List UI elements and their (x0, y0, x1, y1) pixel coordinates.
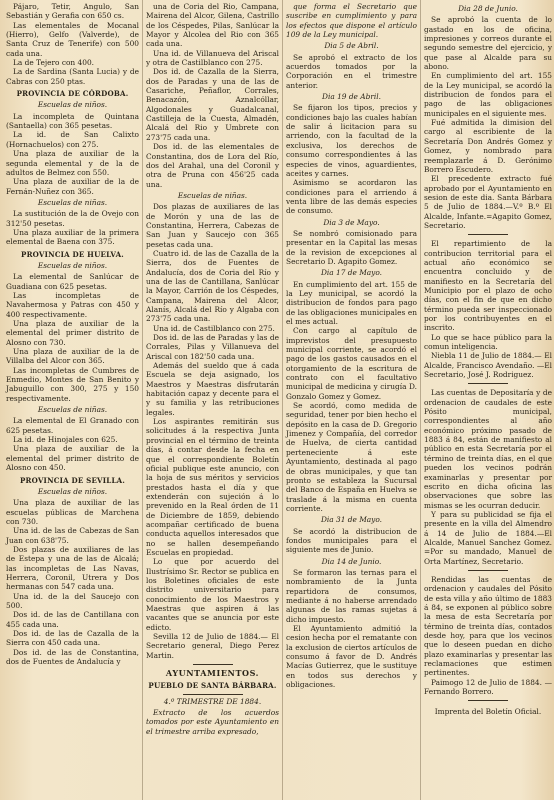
separator-rule (183, 694, 243, 695)
paragraph: Dos plazas de auxiliares de las de Morón y una de las de Constantina, Herrera, Cabezas de San Juan y Saucejo con 365 pesetas cada una. (146, 202, 279, 249)
paragraph: La de Sardina (Santa Lucia) y de Cabras con 250 ptas. (6, 67, 139, 86)
subheading: Escuelas de niñas. (37, 197, 108, 207)
paragraph: Lo que por acuerdo del Ilustrísimo Sr. Rector se publica en los Boletines oficiales de este distrito universitario para conocimiento de los Maestros y Maestras que aspiren á las vacantes que se anuncia por este edicto. (146, 557, 279, 632)
paragraph: Niebla 11 de Julio de 1884.— El Alcalde, Francisco Avendaño. —El Secretario, José J. Rodriguez. (424, 351, 552, 380)
paragraph: Las cuentas de Depositaría y de ordenacion de caudales de este Pósito municipal, correspondientes al año económico próximo pasado de 1883 á 84, están de manifiesto al público en esta Secretaría por el término de treinta días, en el que pueden los vecinos podrán examinarlas y presentar por escrito en dicha oficina las observaciones que sobre las mismas se les ocurran deducir. (424, 388, 552, 510)
paragraph: Dos id. de las de Paradas y las de Corrales, Pilas y Villanueva del Ariscal con 182'50 cada una. (146, 333, 279, 361)
paragraph: Además del sueldo que á cada Escuela se deja asignado, los Maestros y Maestras disfrutarán habitación capaz y decente para el y su familia y las retribuciones legales. (146, 361, 279, 417)
paragraph: Una id. de Villanueva del Ariscal y otra de Castilblanco con 275. (146, 48, 279, 68)
column-4 (424, 2, 552, 719)
subheading: Dia 14 de Junio. (321, 556, 382, 566)
subheading: Escuelas de niños. (37, 260, 108, 270)
paragraph: Una id. de la del Saucejo con 500. (6, 591, 139, 610)
subheading: Dia 3 de Mayo. (323, 217, 380, 227)
paragraph: Se formaron las ternas para el nombramiento de la Junta repartidora de consumos, mediante á no haberse arrendado algunas de las ramas sujetas á dicho impuesto. (286, 567, 417, 624)
paragraph: Sevilla 12 de Julio de 1884.— El Secretario general, Diego Perez Martin. (146, 632, 279, 660)
subheading: 4.º TRIMESTRE DE 1884. (163, 696, 262, 706)
paragraph: La id. de San Calixto (Hornachuelos) con 275. (6, 130, 139, 149)
paragraph: La id. de Hinojales con 625. (13, 435, 118, 445)
paragraph: Se nombró comisionado para presentar en la Capital las mesas de la revision de excepciones al Secretario D. Agapito Gomez. (286, 228, 417, 266)
section-heading: PROVINCIA DE HUELVA. (21, 249, 124, 259)
paragraph: La elemental de El Granado con 625 pesetas. (6, 416, 139, 435)
paragraph: Una plaza de auxiliar de las escuelas públicas de Marchena con 730. (6, 498, 139, 526)
italic-paragraph: Extracto de los acuerdos tomados por este Ayuntamiento en el trimestre arriba expresado, (146, 708, 279, 736)
paragraph: Dos id. de las elementales de Constantina, dos de Lora del Río, dos del Arahal, una del Coronil y otra de Pruna con 456'25 cada una. (146, 142, 279, 189)
paragraph: Dos id. de las de Cantillana con 455 cada una. (6, 610, 139, 629)
paragraph: Pájaro, Tetir, Angulo, San Sebastián y Gerafia con 650 cs. (6, 2, 139, 21)
subheading: Dia 17 de Mayo. (320, 268, 383, 278)
paragraph: Dos id. de las de Cazalla de la Sierra con 450 cada una. (6, 629, 139, 648)
column-rule-2 (282, 0, 283, 800)
column-rule-1 (142, 0, 143, 800)
paragraph: La elemental de Sanlúcar de Guadiana con 625 pesetas. (6, 272, 139, 291)
separator-rule (468, 234, 508, 235)
paragraph: Paimogo 12 de Julio de 1884. —Fernando Borrero. (424, 677, 552, 697)
subheading: Escuelas de niños. (37, 100, 108, 110)
paragraph: Se aprobó el extracto de los acuerdos tomados por la Corporación en el trimestre anterior. (286, 52, 417, 90)
paragraph: Se fijaron los tipos, precios y condiciones bajo las cuales habían de salir á licitacion para su arriendo, con la facultad de la exclusiva, los derechos de consumo correspondientes á las especies de vinos, aguardientes, aceites y carnes. (286, 103, 417, 178)
paragraph: Se acordó la distribucion de fondos municipales para el siguiente mes de Junio. (286, 526, 417, 555)
paragraph: Una plaza de auxiliar de la elemental del primer distrito de Alosno con 450. (6, 444, 139, 473)
paragraph: Una id. de las de Cabezas de San Juan con 638'75. (6, 526, 139, 545)
section-heading: PUEBLO DE SANTA BÁRBARA. (148, 681, 277, 691)
paragraph: En cumplimiento del art. 155 de la Ley municipal, se acordó la distribucion de fondos para el pago de las obligaciones municipales en el siguiente mes. (424, 71, 552, 118)
main-heading: AYUNTAMIENTOS. (165, 668, 260, 679)
italic-paragraph: que forma el Secretario que suscribe en cumplimiento y para los efectos que dispone el artículo 109 de la Ley municipal. (286, 2, 417, 40)
paragraph: El repartimiento de la contribucion territorial para el actual año económico se encuentra concluido y de manifiesto en la Secretaría del Municipio por el plazo de ocho días, con el fin de que en dicho término pueda ser inspeccionado por los contribuyentes en el inscrito. (424, 239, 552, 333)
paragraph: Una plaza de auxiliar de la de Fernán-Nuñez con 365. (6, 177, 139, 196)
paragraph: Una plaza de auxiliar de la de Villalba del Alcor con 365. (6, 347, 139, 366)
paragraph: Una plaza de auxiliar de la segunda elemental y de la de adultos de Belmez con 550. (6, 149, 139, 177)
section-heading: PROVINCIA DE SEVILLA. (19, 475, 126, 485)
paragraph: Con cargo al capítulo de imprevistos del presupuesto municipal corriente, se acordó el pago de los gastos causados en el otorgamiento de la escritura de contrato con el facultativo municipal de medicina y cirugía D. Gonzalo Gomez y Gomez. (286, 326, 417, 401)
paragraph: Las elementales de Mocanal (Hierro), Gelfo (Valverde), de Santa Cruz de Tenerife) con 500 cada una. (6, 20, 139, 58)
paragraph: Dos id. de Cazalla de la Sierra, dos de Paradas y una de las de Casariche, Peñaflor, Corrales, Benacazón, Aznalcóllar, Algodonales y Guadalcanal, Castilleja de la Cuesta, Almadén, Alcalá del Rio y Umbrete con 273'75 cada una. (146, 67, 279, 142)
paragraph: Dos plazas de auxiliares de las de Estepa y una de las de Alcalá; las incompletas de Las Navas, Herrera, Coronil, Utrera y Dos hermanas con 547 cada una. (6, 544, 139, 592)
paragraph: En cumplimiento del art. 155 de la Ley municipal, se acordó la distribucion de fondos para pago de las obligaciones municipales en el mes actual. (286, 279, 417, 326)
column-1 (6, 2, 139, 666)
subheading: Dia 5 de Abril. (324, 41, 379, 51)
subheading: Escuelas de niñas. (177, 190, 248, 200)
separator-rule (468, 383, 508, 384)
section-heading: PROVINCIA DE CÓRDOBA. (16, 89, 129, 99)
paragraph: Dos id. de las de Constantina, dos de Fuentes de Andalucía y (6, 647, 139, 667)
paragraph: Lo que se hace público para la comun inteligencia. (424, 332, 552, 352)
paragraph: El Ayuntamiento admitió la cesion hecha por el rematante con la exclusion de ciertos artículos de consumo á favor de D. Andrés Macías Gutierrez, que le sustituye en todos sus derechos y obligaciones. (286, 624, 417, 690)
paragraph: Una plaza de auxiliar de la elemental del primer distrito de Alosno con 730. (6, 319, 139, 347)
paragraph: una de Coria del Rio, Campana, Mairena del Alcor, Gilena, Castrillo de los Céspedes, Pilas, Sanlúcar la Mayor y Alcolea del Rio con 365 cada una. (146, 2, 279, 49)
subheading: Escuelas de niñas. (37, 405, 108, 415)
column-3 (286, 2, 417, 689)
paragraph: La de Tejero con 400. (13, 58, 94, 68)
paragraph: Una id. de Castilblanco con 275. (153, 323, 275, 333)
column-rule-3 (420, 0, 421, 800)
column-2 (146, 2, 279, 736)
paragraph: Los aspirantes remitirán sus solicitudes á la respectiva Junta provincial en el término de treinta días, á contar desde la fecha en que el correspondiente Boletín oficial publique este anuncio, con la hoja de sus méritos y servicios prestados hasta el día y que extenderán con sujeción á lo prevenido en la Real órden de 11 de Diciembre de 1859, debiendo acompañar certificado de buena conducta aquellos interesados que no se hallen desempeñando Escuelas en propiedad. (146, 417, 279, 557)
paragraph: Rendidas las cuentas de ordenacion y caudales del Pósito de esta villa y año último de 1883 á 84, se exponen al público sobre la mesa de esta Secretaría por término de treinta días, contados desde hoy, para que los vecinos que lo deseen puedan en dicho plazo examinarlas y presentar las reclamaciones que estimen pertinentes. (424, 574, 552, 678)
subheading: Dia 19 de Abril. (322, 92, 381, 102)
paragraph: Las incompletas de Cumbres de Enmedio, Montes de San Benito y Jabuguillo con 300, 275 y 150 respectivamente. (6, 365, 139, 403)
subheading: Escuelas de niños. (37, 486, 108, 496)
subheading: Dia 31 de Mayo. (320, 515, 383, 525)
separator-rule (468, 570, 508, 571)
paragraph: Asimismo se acordaron las condiciones para el arriendo á venta libre de las demás especies de consumo. (286, 178, 417, 216)
paragraph: Una plaza auxiliar de la primera elemental de Baena con 375. (6, 227, 139, 247)
paragraph: La sustitución de la de Ovejo con 312'50 pesetas. (6, 209, 139, 228)
imprint-line: Imprenta del Boletín Oficial. (434, 707, 542, 717)
paragraph: Cuatro id. de las de Cazalla de la Sierra, dos de Fuentes de Andalucía, dos de Coria del Río y una de las de Cantillana, Sanlúcar la Mayor, Carrión de los Céspedes, Campana, Mairena del Alcor, Alanís, Alcalá del Río y Algaba con 273'75 cada una. (146, 248, 279, 324)
separator-rule (468, 700, 508, 701)
paragraph: El precedente extracto fué aprobado por el Ayuntamiento en sesion de este dia. Santa Bárbara 5 de Julio de 1884.—V.º B.º El Alcalde, Infante.=Agapito Gomez, Secretario. (424, 174, 552, 230)
paragraph: Fué admitida la dimision del cargo al escribiente de la Secretaría Don Andrés Gomez y Gomez, y nombrado para reemplazarle á D. Gerónimo Borrero Escudero. (424, 118, 552, 174)
paragraph: Las incompletas de Navahermosa y Patras con 450 y 400 respectivamente. (6, 290, 139, 319)
separator-rule (193, 664, 233, 665)
paragraph: Y para su publicidad se fija el presente en la villa del Almendro á 14 de Julio de 1884.—El Alcalde, Manuel Sanchez Gomez. =Por su mandado, Manuel de Orta Martínez, Secretario. (424, 509, 552, 566)
subheading: Dia 28 de Junio. (458, 4, 518, 13)
paragraph: La incompleta de Quintana (Santaella) con 365 pesetas. (6, 111, 139, 131)
paragraph: Se aprobó la cuenta de lo gastado en los de oficina, impresiones y correos durante el segundo semestre del ejercicio, y que pase al Alcalde para su abono. (424, 15, 552, 72)
paragraph: Se acordó, como medida de seguridad, tener por bien hecho el depósito en la casa de D. Gregorio Jimenez y Compañía, del corredor de Huelva, de cierta cantidad perteneciente á este Ayuntamiento, destinada al pago de obras municipales, y que tan pronto se estableza la Sucursal del Banco de España en Huelva se traslade á la misma en cuenta corriente. (286, 401, 417, 513)
